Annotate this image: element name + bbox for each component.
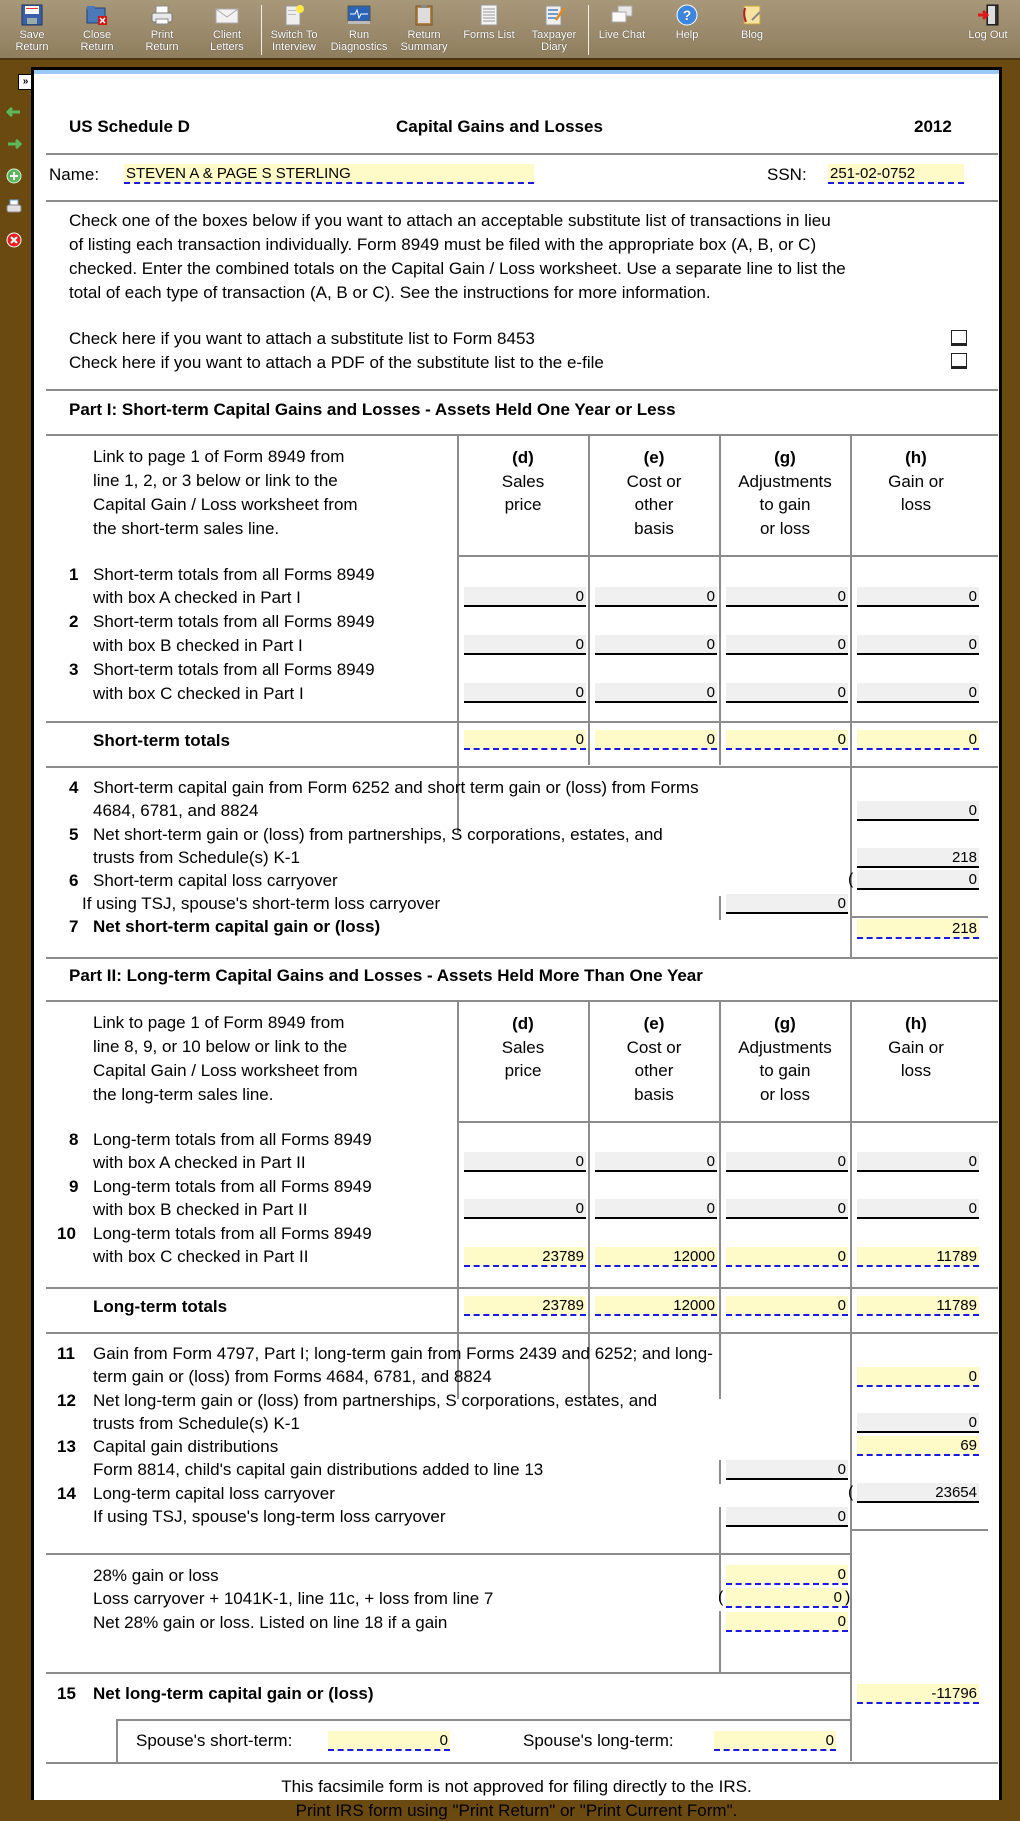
line-2-label-2: with box B checked in Part I	[93, 636, 303, 655]
intro-line-1: Check one of the boxes below if you want to attach an acceptable substitute list of transactions in lieu	[69, 211, 831, 230]
svg-text:?: ?	[682, 7, 692, 23]
line-15-label: Net long-term capital gain or (loss)	[93, 1684, 374, 1703]
delete-icon[interactable]	[6, 232, 22, 248]
part2-link-4: the long-term sales line.	[93, 1085, 274, 1104]
part1-link-2: line 1, 2, or 3 below or link to the	[93, 471, 338, 490]
line-11-number: 11	[57, 1344, 75, 1363]
check-pdf-label: Check here if you want to attach a PDF of the substitute list to the e-file	[69, 353, 604, 372]
gain-28-field[interactable]: 0	[726, 1565, 848, 1585]
part1-link-1: Link to page 1 of Form 8949 from	[93, 447, 345, 466]
line-8-number: 8	[69, 1130, 79, 1149]
print-icon[interactable]	[6, 199, 22, 215]
line-4-label-1: Short-term capital gain from Form 6252 and short term gain or (loss) from Forms	[93, 778, 699, 797]
help-label-1: Help	[675, 29, 699, 41]
ssn-label: SSN:	[767, 165, 807, 184]
col-divider	[116, 1720, 118, 1763]
run-diagnostics-label-2: Diagnostics	[330, 41, 388, 53]
col-divider	[588, 435, 590, 765]
save-return-button[interactable]	[0, 4, 64, 53]
client-letters-label-1: Client	[212, 29, 242, 41]
live-chat-label-1: Live Chat	[598, 29, 646, 41]
name-field[interactable]: STEVEN A & PAGE S STERLING	[124, 164, 534, 184]
col-divider	[719, 435, 721, 765]
line-3-label-2: with box C checked in Part I	[93, 684, 304, 703]
line-5-number: 5	[69, 825, 79, 844]
col-d-header: (d) Sales price	[501, 1014, 545, 1080]
diary-icon	[542, 4, 566, 26]
line-15-number: 15	[57, 1684, 76, 1703]
gain-28-label: 28% gain or loss	[93, 1566, 219, 1585]
print-return-label-1: Print	[150, 29, 174, 41]
col-divider	[719, 1001, 721, 1399]
check-8453-label: Check here if you want to attach a substitute list to Form 8453	[69, 329, 535, 348]
return-summary-button[interactable]	[392, 4, 456, 53]
line-13-8814-field[interactable]: 0	[726, 1460, 848, 1480]
clipboard-icon	[412, 4, 436, 26]
interview-icon	[282, 4, 306, 26]
line-2-label-1: Short-term totals from all Forms 8949	[93, 612, 375, 631]
line-4-label-2: 4684, 6781, and 8824	[93, 801, 259, 820]
col-divider	[588, 1001, 590, 1399]
line-13-number: 13	[57, 1437, 76, 1456]
scroll-icon	[740, 4, 764, 26]
print-return-button[interactable]	[130, 4, 194, 53]
line-6-tsj-field[interactable]: 0	[726, 894, 848, 914]
line-11-label-1: Gain from Form 4797, Part I; long-term gain from Forms 2439 and 6252; and long-	[93, 1344, 713, 1363]
attach-pdf-checkbox[interactable]	[951, 353, 967, 369]
divider	[46, 434, 998, 436]
help-button[interactable]	[655, 4, 719, 41]
close-return-label-1: Close	[82, 29, 112, 41]
main-toolbar	[0, 0, 1020, 60]
diagnostics-monitor-icon	[347, 4, 371, 26]
divider	[46, 1553, 852, 1555]
part2-link-2: line 8, 9, or 10 below or link to the	[93, 1037, 348, 1056]
ssn-field[interactable]: 251-02-0752	[828, 164, 964, 184]
line-1-h-field[interactable]: 0	[857, 587, 979, 607]
intro-line-2: of listing each transaction individually. Form 8949 must be filed with the appropriate box (A, B, or C)	[69, 235, 817, 254]
part2-link-3: Capital Gain / Loss worksheet from	[93, 1061, 358, 1080]
line-3-label-1: Short-term totals from all Forms 8949	[93, 660, 375, 679]
line-3-g-field[interactable]: 0	[726, 683, 848, 703]
line-10-label-2: with box C checked in Part II	[93, 1247, 309, 1266]
line-11-label-2: term gain or (loss) from Forms 4684, 6781, and 8824	[93, 1367, 492, 1386]
line-9-d-field[interactable]: 0	[464, 1199, 586, 1219]
short-term-totals-label: Short-term totals	[93, 731, 230, 750]
switch-to-interview-label-2: Interview	[271, 41, 317, 53]
divider	[850, 916, 988, 918]
line-4-number: 4	[69, 778, 79, 797]
line-3-number: 3	[69, 660, 79, 679]
line-4-field[interactable]: 0	[857, 801, 979, 821]
blog-button[interactable]	[720, 4, 784, 41]
form-year: 2012	[914, 117, 952, 136]
line-10-h-field[interactable]: 11789	[857, 1247, 979, 1267]
envelope-icon	[215, 4, 239, 26]
col-e-header: (e) Cost or other basis	[626, 1014, 682, 1104]
line-14-tsj-label: If using TSJ, spouse's long-term loss carryover	[93, 1507, 446, 1526]
footer-note-1: This facsimile form is not approved for filing directly to the IRS.	[281, 1777, 752, 1796]
forward-arrow-icon[interactable]	[6, 136, 22, 152]
live-chat-button[interactable]	[590, 4, 654, 41]
line-8-e-field[interactable]: 0	[595, 1152, 717, 1172]
line-3-h-field[interactable]: 0	[857, 683, 979, 703]
run-diagnostics-button[interactable]	[327, 4, 391, 53]
divider	[46, 153, 998, 155]
logout-door-icon	[976, 4, 1000, 26]
divider	[116, 1719, 852, 1721]
help-icon	[675, 4, 699, 26]
long-term-totals-label: Long-term totals	[93, 1297, 228, 1316]
footer-note-2: Print IRS form using "Print Return" or "Print Current Form".	[295, 1801, 738, 1820]
line-7-label: Net short-term capital gain or (loss)	[93, 917, 381, 936]
loss-carryover-field[interactable]: 0	[726, 1588, 848, 1608]
open-paren: (	[718, 1589, 724, 1606]
lt-total-e-field[interactable]: 12000	[595, 1296, 717, 1316]
divider	[46, 957, 998, 959]
client-letters-button[interactable]	[195, 4, 259, 53]
col-g-header: (g) Adjustments to gain or loss	[738, 1014, 832, 1104]
loss-carryover-label: Loss carryover + 1041K-1, line 11c, + loss from line 7	[93, 1589, 494, 1608]
taxpayer-diary-label-2: Diary	[541, 41, 567, 53]
form-title: Capital Gains and Losses	[396, 117, 603, 136]
close-return-label-2: Return	[80, 41, 114, 53]
part2-link-1: Link to page 1 of Form 8949 from	[93, 1013, 345, 1032]
st-total-h-field[interactable]: 0	[857, 730, 979, 750]
line-13-field[interactable]: 69	[857, 1436, 979, 1456]
frame-top-bar	[34, 70, 999, 74]
open-paren: (	[848, 1484, 854, 1501]
form-id: US Schedule D	[69, 117, 190, 136]
forms-list-icon	[477, 4, 501, 26]
lt-total-d-field[interactable]: 23789	[464, 1296, 586, 1316]
spouse-long-term-label: Spouse's long-term:	[523, 1731, 674, 1750]
line-3-e-field[interactable]: 0	[595, 683, 717, 703]
net-28-field[interactable]: 0	[726, 1612, 848, 1632]
line-2-number: 2	[69, 612, 79, 631]
line-10-number: 10	[57, 1224, 76, 1243]
line-10-e-field[interactable]: 12000	[595, 1247, 717, 1267]
line-14-label: Long-term capital loss carryover	[93, 1484, 335, 1503]
line-9-e-field[interactable]: 0	[595, 1199, 717, 1219]
line-6-label: Short-term capital loss carryover	[93, 871, 338, 890]
line-10-label-1: Long-term totals from all Forms 8949	[93, 1224, 372, 1243]
printer-icon	[150, 4, 174, 26]
col-d-header: (d) Sales price	[501, 448, 545, 514]
divider	[46, 389, 998, 391]
col-h-header: (h) Gain or loss	[888, 448, 944, 514]
intro-line-4: total of each type of transaction (A, B or C). See the instructions for more information.	[69, 283, 711, 302]
save-return-label-1: Save	[19, 29, 45, 41]
form-page	[31, 67, 1002, 1820]
taxpayer-diary-button[interactable]	[522, 4, 586, 53]
line-14-tsj-field[interactable]: 0	[726, 1507, 848, 1527]
line-8-d-field[interactable]: 0	[464, 1152, 586, 1172]
log-out-button[interactable]	[956, 4, 1020, 41]
blog-label-1: Blog	[740, 29, 764, 41]
open-paren: (	[848, 871, 854, 888]
save-return-label-2: Return	[15, 41, 49, 53]
line-12-label-1: Net long-term gain or (loss) from partnerships, S corporations, estates, and	[93, 1391, 658, 1410]
close-return-button[interactable]	[65, 4, 129, 53]
divider	[457, 1121, 998, 1123]
divider	[46, 721, 998, 723]
line-1-label-1: Short-term totals from all Forms 8949	[93, 565, 375, 584]
taxpayer-diary-label-1: Taxpayer	[531, 29, 577, 41]
line-2-h-field[interactable]: 0	[857, 635, 979, 655]
spouse-short-term-label: Spouse's short-term:	[136, 1731, 293, 1750]
line-8-label-2: with box A checked in Part II	[93, 1153, 306, 1172]
line-12-label-2: trusts from Schedule(s) K-1	[93, 1414, 300, 1433]
line-1-label-2: with box A checked in Part I	[93, 588, 301, 607]
line-9-label-1: Long-term totals from all Forms 8949	[93, 1177, 372, 1196]
close-folder-icon	[85, 4, 109, 26]
line-15-field[interactable]: -11796	[857, 1684, 979, 1704]
divider	[46, 200, 998, 202]
divider	[46, 1332, 998, 1334]
line-9-number: 9	[69, 1177, 79, 1196]
spouse-long-term-field[interactable]: 0	[714, 1731, 836, 1751]
line-9-h-field[interactable]: 0	[857, 1199, 979, 1219]
return-summary-label-2: Summary	[400, 41, 448, 53]
part1-title: Part I: Short-term Capital Gains and Losses - Assets Held One Year or Less	[69, 400, 676, 419]
col-divider	[719, 896, 721, 920]
col-divider	[719, 1460, 721, 1484]
run-diagnostics-label-1: Run	[348, 29, 370, 41]
spouse-short-term-field[interactable]: 0	[328, 1731, 450, 1751]
line-5-label-1: Net short-term gain or (loss) from partnerships, S corporations, estates, and	[93, 825, 663, 844]
line-2-e-field[interactable]: 0	[595, 635, 717, 655]
print-return-label-2: Return	[145, 41, 179, 53]
line-12-number: 12	[57, 1391, 76, 1410]
line-14-field[interactable]: 23654	[857, 1483, 979, 1503]
line-9-label-2: with box B checked in Part II	[93, 1200, 308, 1219]
divider	[46, 1000, 998, 1002]
divider	[46, 1287, 998, 1289]
forms-list-button[interactable]	[457, 4, 521, 41]
switch-to-interview-label-1: Switch To	[270, 29, 318, 41]
line-8-h-field[interactable]: 0	[857, 1152, 979, 1172]
st-total-g-field[interactable]: 0	[726, 730, 848, 750]
line-5-field[interactable]: 218	[857, 848, 979, 868]
part2-title: Part II: Long-term Capital Gains and Losses - Assets Held More Than One Year	[69, 966, 703, 985]
line-1-number: 1	[69, 565, 79, 584]
st-total-e-field[interactable]: 0	[595, 730, 717, 750]
line-12-field[interactable]: 0	[857, 1413, 979, 1433]
divider	[457, 555, 998, 557]
lt-total-g-field[interactable]: 0	[726, 1296, 848, 1316]
col-g-header: (g) Adjustments to gain or loss	[738, 448, 832, 538]
chat-bubbles-icon	[610, 4, 634, 26]
expand-panel-toggle[interactable]: »	[18, 74, 32, 90]
line-6-tsj-label: If using TSJ, spouse's short-term loss carryover	[82, 894, 441, 913]
col-divider	[850, 1001, 852, 1761]
log-out-label-1: Log Out	[968, 29, 1008, 41]
col-divider	[719, 1611, 721, 1673]
net-28-label: Net 28% gain or loss. Listed on line 18 if a gain	[93, 1613, 448, 1632]
back-arrow-icon[interactable]	[6, 104, 22, 120]
attach-8453-checkbox[interactable]	[951, 330, 967, 346]
part1-link-4: the short-term sales line.	[93, 519, 280, 538]
line-5-label-2: trusts from Schedule(s) K-1	[93, 848, 300, 867]
line-11-field[interactable]: 0	[857, 1367, 979, 1387]
floppy-disk-icon	[20, 4, 44, 26]
line-3-d-field[interactable]: 0	[464, 683, 586, 703]
return-summary-label-1: Return	[407, 29, 441, 41]
line-1-g-field[interactable]: 0	[726, 587, 848, 607]
line-9-g-field[interactable]: 0	[726, 1199, 848, 1219]
line-10-g-field[interactable]: 0	[726, 1247, 848, 1267]
toolbar-separator	[588, 5, 589, 55]
st-total-d-field[interactable]: 0	[464, 730, 586, 750]
line-1-d-field[interactable]: 0	[464, 587, 586, 607]
line-2-g-field[interactable]: 0	[726, 635, 848, 655]
line-14-number: 14	[57, 1484, 76, 1503]
line-7-field[interactable]: 218	[857, 919, 979, 939]
intro-line-3: checked. Enter the combined totals on the Capital Gain / Loss worksheet. Use a separate line to list the	[69, 259, 846, 278]
client-letters-label-2: Letters	[210, 41, 244, 53]
line-13-label: Capital gain distributions	[93, 1437, 279, 1456]
line-6-number: 6	[69, 871, 79, 890]
divider	[46, 766, 998, 768]
col-h-header: (h) Gain or loss	[888, 1014, 944, 1080]
forms-list-label-1: Forms List	[463, 29, 515, 41]
line-10-d-field[interactable]: 23789	[464, 1247, 586, 1267]
col-divider	[457, 435, 459, 833]
part1-link-3: Capital Gain / Loss worksheet from	[93, 495, 358, 514]
line-7-number: 7	[69, 917, 79, 936]
col-divider	[457, 1001, 459, 1399]
divider	[46, 1672, 852, 1674]
line-2-d-field[interactable]: 0	[464, 635, 586, 655]
line-1-e-field[interactable]: 0	[595, 587, 717, 607]
line-8-g-field[interactable]: 0	[726, 1152, 848, 1172]
line-13-8814-label: Form 8814, child's capital gain distributions added to line 13	[93, 1460, 544, 1479]
lt-total-h-field[interactable]: 11789	[857, 1296, 979, 1316]
switch-to-interview-button[interactable]	[262, 4, 326, 53]
name-label: Name:	[49, 165, 100, 184]
divider	[850, 1529, 988, 1531]
close-paren: )	[845, 1589, 851, 1606]
divider	[46, 1762, 998, 1764]
add-icon[interactable]	[6, 168, 22, 184]
col-e-header: (e) Cost or other basis	[626, 448, 682, 538]
line-8-label-1: Long-term totals from all Forms 8949	[93, 1130, 372, 1149]
line-6-field[interactable]: 0	[857, 870, 979, 890]
